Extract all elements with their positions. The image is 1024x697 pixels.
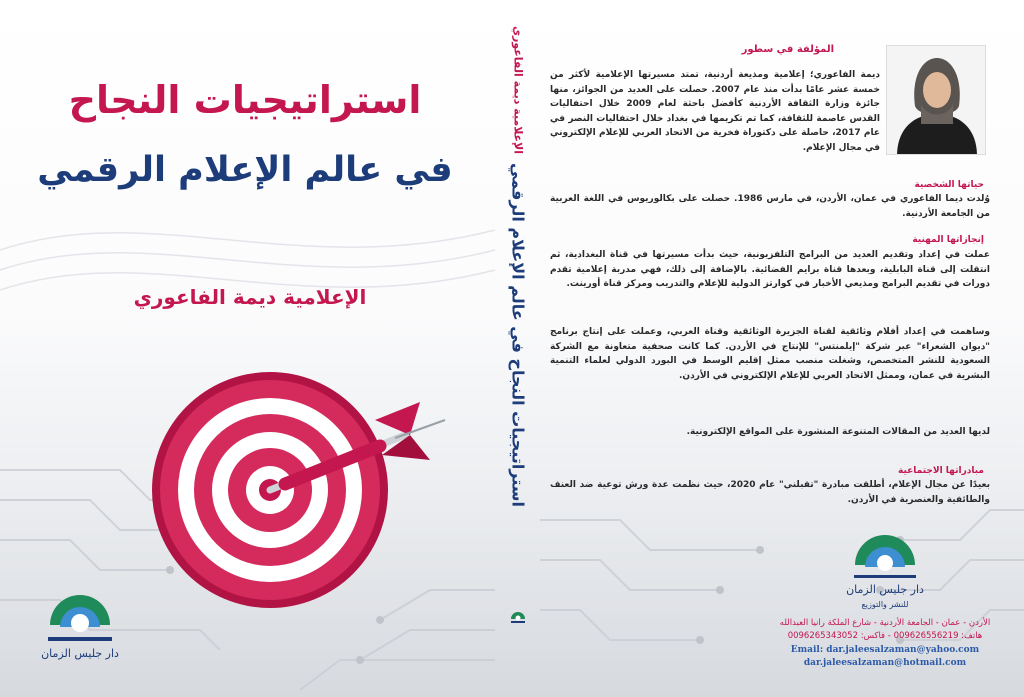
author-name: الإعلامية ديمة الفاعوري bbox=[133, 285, 367, 309]
career-text-3: لديها العديد من المقالات المتنوعة المنشورة على المواقع الإلكترونية. bbox=[686, 427, 990, 437]
author-portrait-image bbox=[887, 46, 986, 155]
social-initiatives-heading: مبادراتها الاجتماعية bbox=[898, 466, 984, 476]
author-intro-text: ديمة الفاعوري؛ إعلامية ومذيعة أردنية، تمتد مسيرتها الإعلامية لأكثر من خمسة عشر عامًا بدأت منذ عام 2007. حصلت على العديد من الجوائز، منها جائزة وزارة الثقافة الأردنية كأفضل باحثة لعام 2009 خلال احتفاليات القدس عاصمة للثقافة، كما تم تكريمها في بغداد خلال احتفاليات النصر في عام 2017، حاصلة على دكتوراة فخرية من الاتحاد العربي للإعلام الإلكتروني في مجال الإعلام. bbox=[550, 70, 881, 153]
publisher-address: الأردن - عمان - الجامعة الأردنية - شارع الملكة رانيا العبدالله bbox=[779, 618, 991, 628]
publisher-logo-front bbox=[30, 585, 130, 665]
personal-life-heading: حياتها الشخصية bbox=[914, 180, 984, 190]
back-cover bbox=[540, 0, 1024, 697]
book-title-line1: استراتيجيات النجاح bbox=[68, 78, 422, 122]
career-text-2: وساهمت في إعداد أفلام وثائقية لقناة الجزيرة الوثائقية وقناة العربي، وعملت على إنتاج برنامج "ديوان الشعراء" عبر شركة "إيلمنتس" للإنتاج في الأردن. كما كانت صحفية متعاونة مع الشركة السعودية للنشر المتخصص، وشغلت منصب ممثل إقليم الوسط في البورد الدولي لعلماء التنمية البشرية في عمان، وممثل الاتحاد العربي للإعلام الإلكتروني في الأردن. bbox=[550, 327, 990, 381]
personal-life-text: وُلدت ديما الفاعوري في عمان، الأردن، في مارس 1986. حصلت على بكالوريوس في اللغة العربية من الجامعة الأردنية. bbox=[550, 194, 990, 219]
author-bio-heading: المؤلفة في سطور bbox=[741, 44, 834, 55]
spine-publisher-logo-icon bbox=[509, 608, 527, 626]
publisher-email-1: Email: dar.jaleesalzaman@yahoo.com bbox=[790, 645, 980, 655]
dartboard-target-image bbox=[120, 360, 460, 620]
author-photo bbox=[886, 45, 986, 155]
publisher-logo-text: دار جليس الزمان bbox=[41, 647, 119, 660]
social-initiatives-text: بعيدًا عن مجال الإعلام، أطلقت مبادرة "تقبلني" عام 2020، حيث نظمت عدة ورش توعية ضد العنف والطائفية والعنصرية في الأردن. bbox=[550, 480, 990, 505]
book-spine bbox=[495, 0, 540, 697]
spine-title bbox=[495, 162, 540, 508]
career-heading: إنجازاتها المهنية bbox=[912, 235, 984, 245]
publisher-sub-back: للنشر والتوزيع bbox=[861, 600, 909, 609]
spine-author-text: الإعلامية ديمة الفاعوري bbox=[511, 25, 524, 155]
spine-author bbox=[495, 20, 540, 160]
publisher-email-2: dar.jaleesalzaman@hotmail.com bbox=[803, 658, 967, 668]
publisher-phones: هاتف: 00962655621​9 - فاكس: 0096265343052 bbox=[787, 631, 983, 641]
career-text-1: عملت في إعداد وتقديم العديد من البرامج التلفزيونية، حيث بدأت مسيرتها في قناة البغدادية، ثم انتقلت إلى قناة البابلية، وبعدها قناة برايم الفضائية. بالإضافة إلى ذلك، فهي مدربة إعلامية تقدم دورات في تقديم البرامج ومذيعي الأخبار في كوارتز الدولية للإعلام والتدريب ومركز قناة أورينت. bbox=[550, 250, 990, 289]
front-cover bbox=[0, 0, 495, 697]
book-title-line2: في عالم الإعلام الرقمي bbox=[37, 150, 453, 190]
spine-title-text: استراتيجيات النجاح في عالم الإعلام الرقمي bbox=[508, 162, 527, 508]
publisher-name-back: دار جليس الزمان bbox=[846, 583, 924, 596]
publisher-logo-back bbox=[840, 525, 930, 615]
